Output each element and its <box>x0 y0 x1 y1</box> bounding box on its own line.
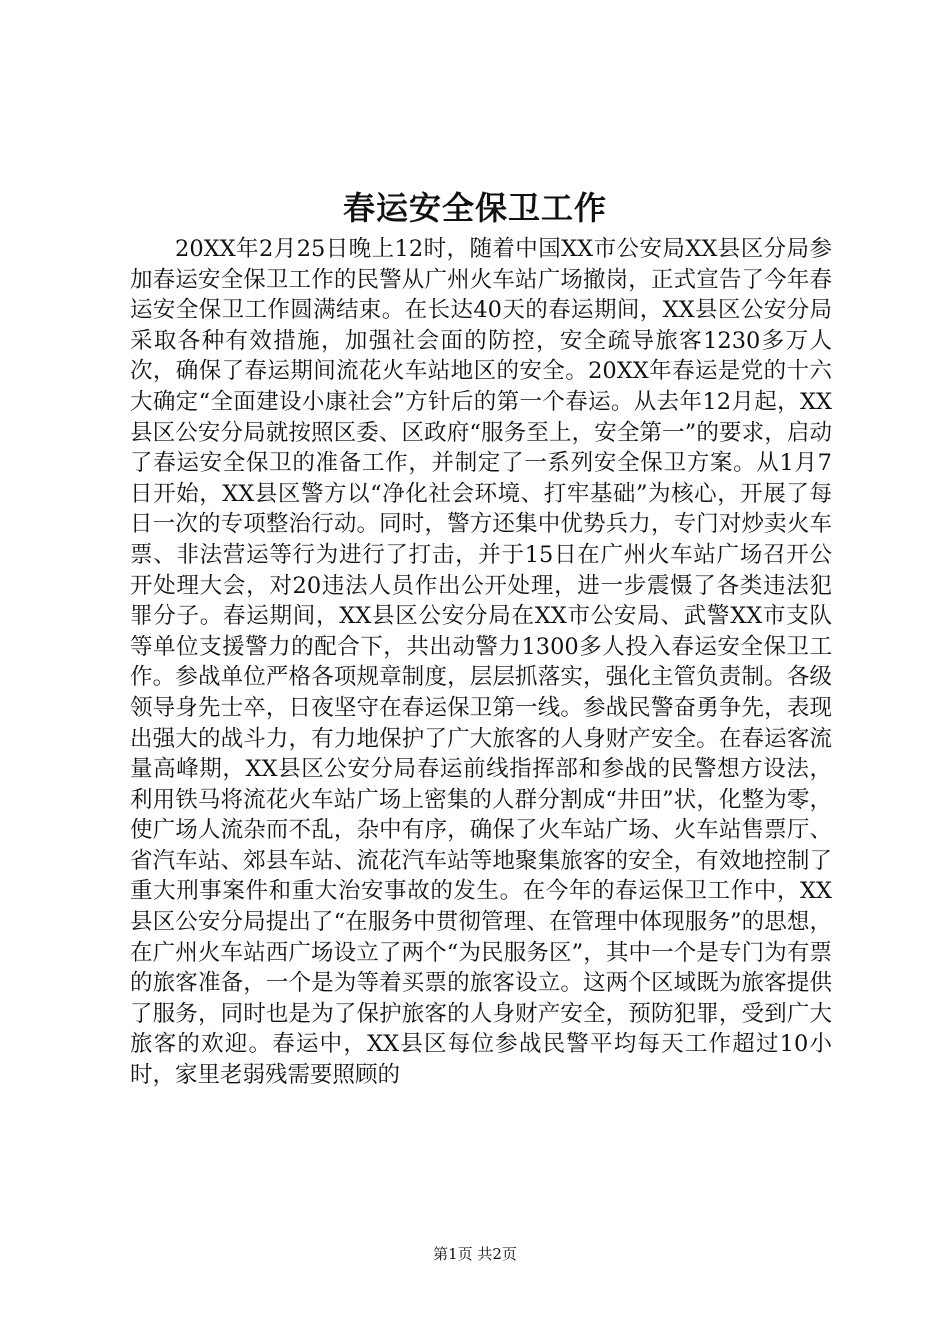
body-paragraph: 20XX年2月25日晚上12时，随着中国XX市公安局XX县区分局参加春运安全保卫工作的民警从广州火车站广场撤岗，正式宣告了今年春运安全保卫工作圆满结束。在长达40天的春运期间，XX县区公安分局采取各种有效措施，加强社会面的防控，安全疏导旅客1230多万人次，确保了春运期间流花火车站地区的安全。20XX年春运是党的十六大确定“全面建设小康社会”方针后的第一个春运。从去年12月起，XX县区公安分局就按照区委、区政府“服务至上，安全第一”的要求，启动了春运安全保卫的准备工作，并制定了一系列安全保卫方案。从1月7日开始，XX县区警方以“净化社会环境、打牢基础”为核心，开展了每日一次的专项整治行动。同时，警方还集中优势兵力，专门对炒卖火车票、非法营运等行为进行了打击，并于15日在广州火车站广场召开公开处理大会，对20违法人员作出公开处理，进一步震慑了各类违法犯罪分子。春运期间，XX县区公安分局在XX市公安局、武警XX市支队等单位支援警力的配合下，共出动警力1300多人投入春运安全保卫工作。参战单位严格各项规章制度，层层抓落实，强化主管负责制。各级领导身先士卒，日夜坚守在春运保卫第一线。参战民警奋勇争先，表现出强大的战斗力，有力地保护了广大旅客的人身财产安全。在春运客流量高峰期，XX县区公安分局春运前线指挥部和参战的民警想方设法，利用铁马将流花火车站广场上密集的人群分割成“井田”状，化整为零，使广场人流杂而不乱，杂中有序，确保了火车站广场、火车站售票厅、省汽车站、郊县车站、流花汽车站等地聚集旅客的安全，有效地控制了重大刑事案件和重大治安事故的发生。在今年的春运保卫工作中，XX县区公安分局提出了“在服务中贯彻管理、在管理中体现服务”的思想，在广州火车站西广场设立了两个“为民服务区”，其中一个是专门为有票的旅客准备，一个是为等着买票的旅客设立。这两个区域既为旅客提供了服务，同时也是为了保护旅客的人身财产安全，预防犯罪，受到广大旅客的欢迎。春运中，XX县区每位参战民警平均每天工作超过10小时，家里老弱残需要照顾的 <box>130 236 832 1089</box>
page-number-footer: 第1页 共2页 <box>433 1245 517 1263</box>
document-title: 春运安全保卫工作 <box>342 189 607 227</box>
